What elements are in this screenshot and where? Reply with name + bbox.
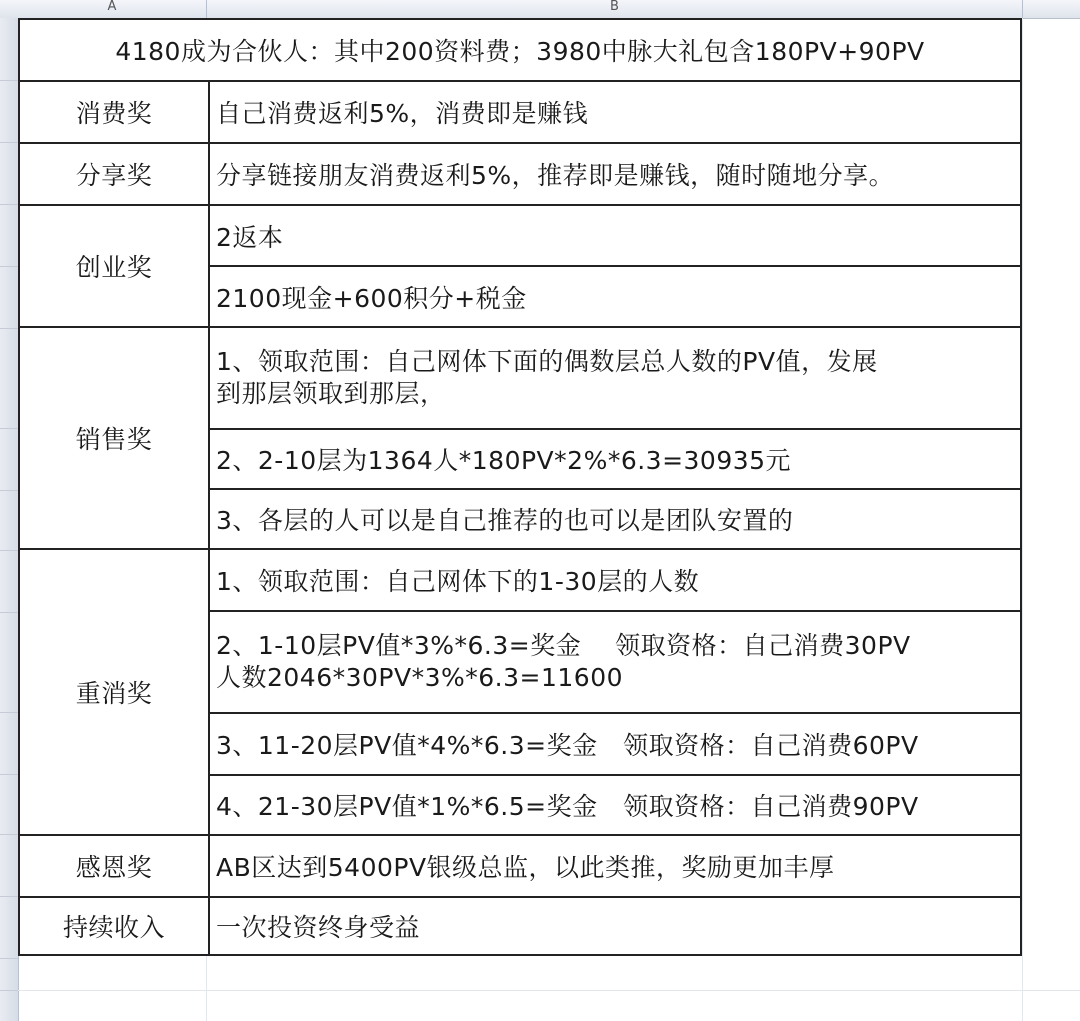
category-gratitude[interactable]: 感恩奖 [75,853,153,882]
detail-ongoing-income[interactable]: 一次投资终身受益 [216,913,421,942]
column-header-bar [0,0,1080,19]
detail-sales-2[interactable]: 2、2-10层为1364人*180PV*2%*6.3=30935元 [216,446,792,475]
category-share[interactable]: 分享奖 [75,161,153,190]
detail-repeat-3[interactable]: 3、11-20层PV值*4%*6.3=奖金 领取资格：自己消费60PV [216,731,919,760]
detail-repeat-2-line-b: 人数2046*30PV*3%*6.3=11600 [216,663,624,692]
detail-sales-1-line-b: 到那层领取到那层， [216,379,446,408]
detail-sales-1[interactable] [210,328,1020,428]
detail-repeat-1[interactable]: 1、领取范围：自己网体下的1-30层的人数 [216,567,700,596]
detail-sales-1-line-a: 1、领取范围：自己网体下面的偶数层总人数的PV值，发展 [216,347,878,376]
detail-gratitude[interactable]: AB区达到5400PV银级总监，以此类推，奖励更加丰厚 [216,853,835,882]
detail-repeat-2[interactable] [210,612,1020,712]
detail-sales-3[interactable]: 3、各层的人可以是自己推荐的也可以是团队安置的 [216,506,794,535]
category-sales[interactable]: 销售奖 [75,425,153,454]
detail-startup-1[interactable]: 2返本 [216,222,284,252]
detail-consumption[interactable]: 自己消费返利5%，消费即是赚钱 [216,99,589,128]
detail-repeat-2-line-a: 2、1-10层PV值*3%*6.3=奖金 领取资格：自己消费30PV [216,631,911,660]
detail-startup-2[interactable]: 2100现金+600积分+税金 [216,283,527,313]
column-header-b[interactable]: B [610,0,619,14]
category-repeat[interactable]: 重消奖 [75,679,153,708]
row-header-strip[interactable] [0,18,19,1021]
reward-table [18,18,1022,956]
detail-repeat-4[interactable]: 4、21-30层PV值*1%*6.5=奖金 领取资格：自己消费90PV [216,792,919,821]
category-ongoing-income[interactable]: 持续收入 [62,913,165,942]
category-consumption[interactable]: 消费奖 [75,99,153,128]
table-title[interactable]: 4180成为合伙人：其中200资料费；3980中脉大礼包含180PV+90PV [115,37,925,66]
detail-share[interactable]: 分享链接朋友消费返利5%，推荐即是赚钱，随时随地分享。 [216,161,895,190]
category-startup[interactable]: 创业奖 [75,253,153,282]
column-header-a[interactable]: A [107,0,117,14]
